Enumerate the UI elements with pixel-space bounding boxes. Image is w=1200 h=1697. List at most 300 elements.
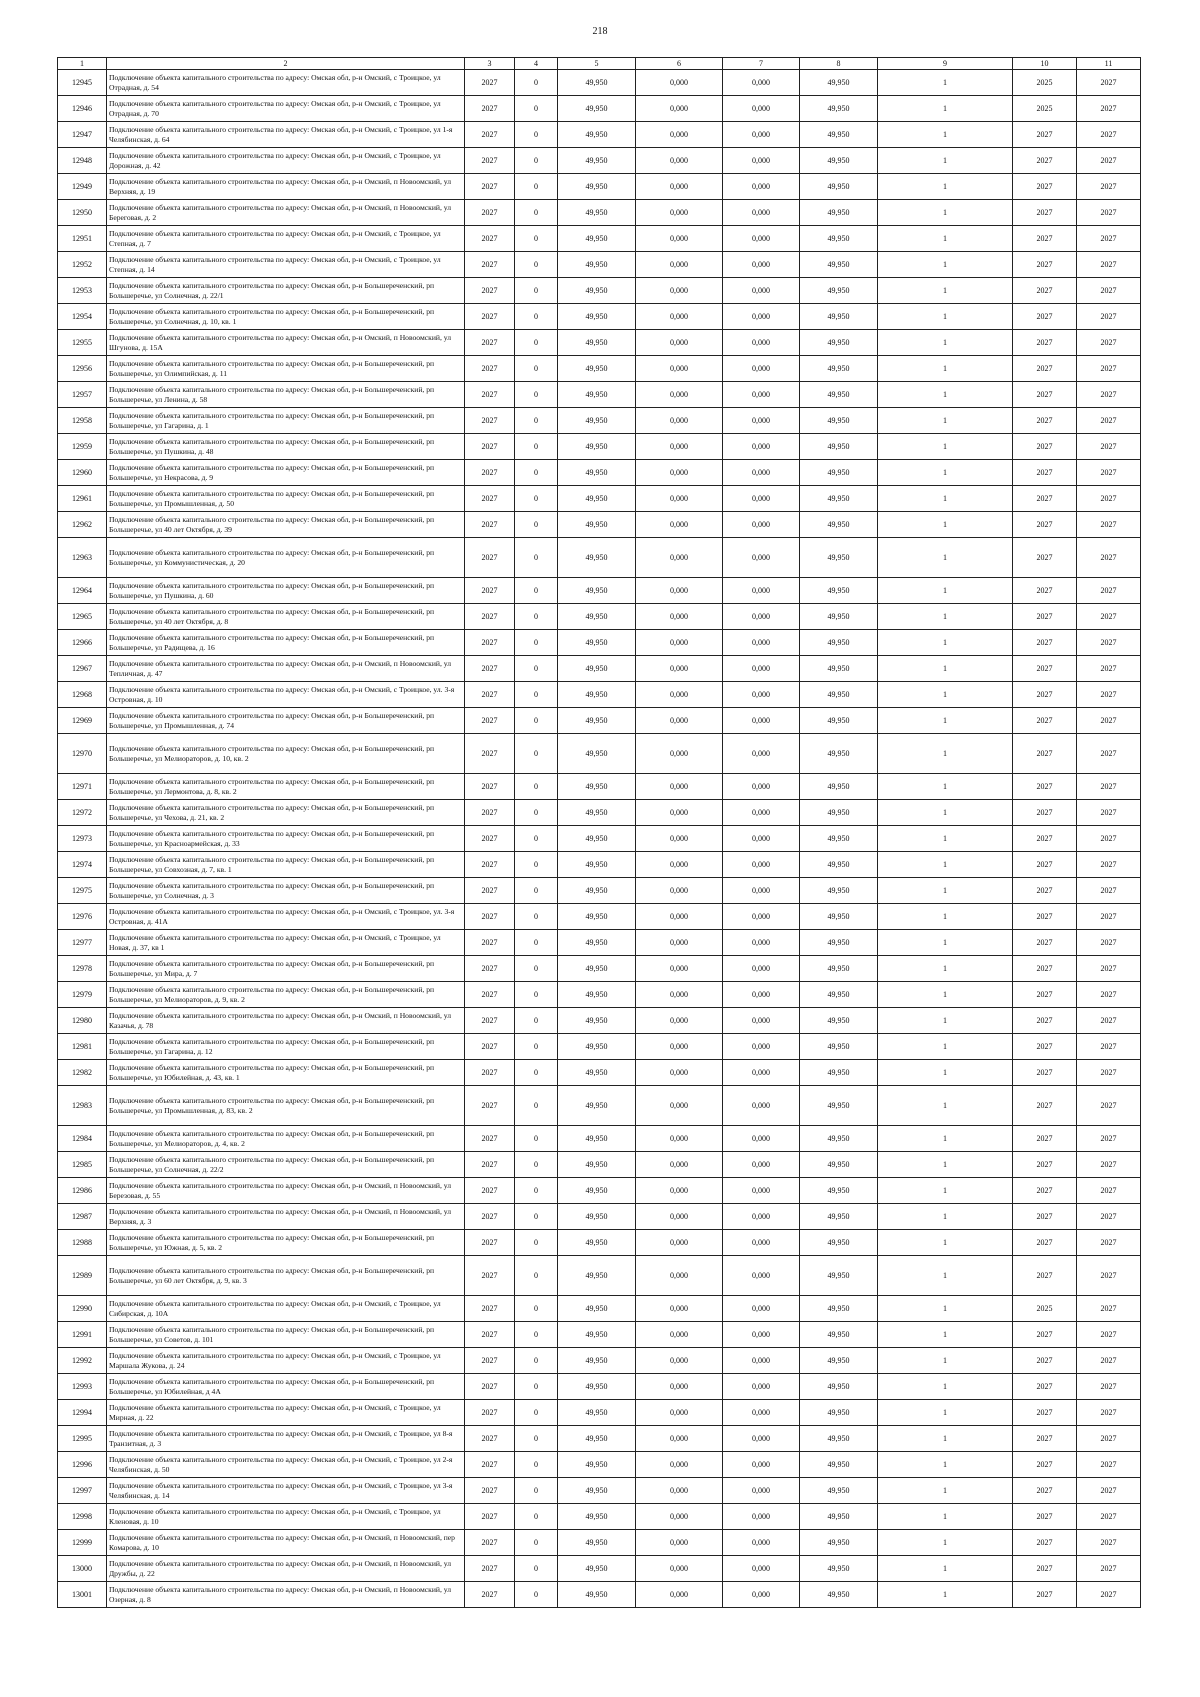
table-row xyxy=(58,774,1141,800)
value-cell-c10: 2027 xyxy=(1013,1582,1077,1608)
value-cell-c5: 49,950 xyxy=(558,1348,636,1374)
value-cell-c4: 0 xyxy=(515,1556,558,1582)
row-number-cell: 12967 xyxy=(58,656,107,682)
description-cell: Подключение объекта капитального строительства по адресу: Омская обл, р-н Большереченский, рп Большеречье, ул Некрасова, д. 9 xyxy=(107,460,465,486)
table-row xyxy=(58,1086,1141,1126)
value-cell-c10: 2027 xyxy=(1013,656,1077,682)
value-cell-c6: 0,000 xyxy=(636,1296,723,1322)
value-cell-c10: 2027 xyxy=(1013,1322,1077,1348)
value-cell-c10: 2027 xyxy=(1013,356,1077,382)
value-cell-c7: 0,000 xyxy=(723,1530,800,1556)
value-cell-c9: 1 xyxy=(878,1152,1013,1178)
value-cell-c10: 2027 xyxy=(1013,1452,1077,1478)
description-cell: Подключение объекта капитального строительства по адресу: Омская обл, р-н Омский, с Троицкое, ул. 3-я Островная, д. 41А xyxy=(107,904,465,930)
value-cell-c8: 49,950 xyxy=(800,1152,878,1178)
value-cell-c4: 0 xyxy=(515,1296,558,1322)
value-cell-c5: 49,950 xyxy=(558,96,636,122)
value-cell-c4: 0 xyxy=(515,1256,558,1296)
value-cell-c11: 2027 xyxy=(1077,122,1141,148)
value-cell-c5: 49,950 xyxy=(558,1322,636,1348)
value-cell-c8: 49,950 xyxy=(800,800,878,826)
value-cell-c6: 0,000 xyxy=(636,122,723,148)
row-number-cell: 12957 xyxy=(58,382,107,408)
value-cell-c6: 0,000 xyxy=(636,1152,723,1178)
value-cell-c11: 2027 xyxy=(1077,930,1141,956)
value-cell-c9: 1 xyxy=(878,304,1013,330)
value-cell-c5: 49,950 xyxy=(558,1426,636,1452)
value-cell-c6: 0,000 xyxy=(636,356,723,382)
value-cell-c9: 1 xyxy=(878,982,1013,1008)
row-number-cell: 13001 xyxy=(58,1582,107,1608)
description-cell: Подключение объекта капитального строительства по адресу: Омская обл, р-н Большереченский, рп Большеречье, ул 40 лет Октября, д. 8 xyxy=(107,604,465,630)
value-cell-c7: 0,000 xyxy=(723,460,800,486)
value-cell-c7: 0,000 xyxy=(723,1478,800,1504)
value-cell-c3: 2027 xyxy=(465,382,515,408)
description-cell: Подключение объекта капитального строительства по адресу: Омская обл, р-н Омский, с Троицкое, ул Отрадная, д. 54 xyxy=(107,70,465,96)
description-cell: Подключение объекта капитального строительства по адресу: Омская обл, р-н Омский, с Троицкое, ул Маршала Жукова, д. 24 xyxy=(107,1348,465,1374)
value-cell-c10: 2027 xyxy=(1013,1060,1077,1086)
value-cell-c3: 2027 xyxy=(465,1296,515,1322)
table-row xyxy=(58,1582,1141,1608)
row-number-cell: 12955 xyxy=(58,330,107,356)
value-cell-c7: 0,000 xyxy=(723,278,800,304)
value-cell-c6: 0,000 xyxy=(636,1034,723,1060)
row-number-cell: 12956 xyxy=(58,356,107,382)
column-header-9: 9 xyxy=(878,58,1013,70)
register-table xyxy=(57,57,1141,1608)
value-cell-c5: 49,950 xyxy=(558,578,636,604)
value-cell-c8: 49,950 xyxy=(800,1374,878,1400)
value-cell-c9: 1 xyxy=(878,538,1013,578)
row-number-cell: 12989 xyxy=(58,1256,107,1296)
value-cell-c5: 49,950 xyxy=(558,800,636,826)
value-cell-c8: 49,950 xyxy=(800,734,878,774)
value-cell-c8: 49,950 xyxy=(800,708,878,734)
value-cell-c11: 2027 xyxy=(1077,538,1141,578)
value-cell-c4: 0 xyxy=(515,1452,558,1478)
table-row xyxy=(58,1478,1141,1504)
value-cell-c11: 2027 xyxy=(1077,656,1141,682)
value-cell-c5: 49,950 xyxy=(558,1126,636,1152)
value-cell-c7: 0,000 xyxy=(723,1504,800,1530)
row-number-cell: 12992 xyxy=(58,1348,107,1374)
value-cell-c11: 2027 xyxy=(1077,278,1141,304)
value-cell-c7: 0,000 xyxy=(723,852,800,878)
value-cell-c8: 49,950 xyxy=(800,1530,878,1556)
value-cell-c11: 2027 xyxy=(1077,512,1141,538)
value-cell-c11: 2027 xyxy=(1077,682,1141,708)
value-cell-c9: 1 xyxy=(878,252,1013,278)
value-cell-c5: 49,950 xyxy=(558,434,636,460)
description-cell: Подключение объекта капитального строительства по адресу: Омская обл, р-н Омский, п Новоомский, ул Дружбы, д. 22 xyxy=(107,1556,465,1582)
value-cell-c10: 2027 xyxy=(1013,578,1077,604)
value-cell-c11: 2027 xyxy=(1077,382,1141,408)
value-cell-c6: 0,000 xyxy=(636,1426,723,1452)
value-cell-c6: 0,000 xyxy=(636,1256,723,1296)
description-cell: Подключение объекта капитального строительства по адресу: Омская обл, р-н Омский, п Новоомский, ул Береговая, д. 2 xyxy=(107,200,465,226)
value-cell-c9: 1 xyxy=(878,278,1013,304)
value-cell-c8: 49,950 xyxy=(800,96,878,122)
table-row xyxy=(58,1530,1141,1556)
value-cell-c11: 2027 xyxy=(1077,826,1141,852)
value-cell-c8: 49,950 xyxy=(800,826,878,852)
column-header-5: 5 xyxy=(558,58,636,70)
value-cell-c11: 2027 xyxy=(1077,878,1141,904)
value-cell-c3: 2027 xyxy=(465,356,515,382)
value-cell-c7: 0,000 xyxy=(723,1060,800,1086)
description-cell: Подключение объекта капитального строительства по адресу: Омская обл, р-н Большереченский, рп Большеречье, ул Гагарина, д. 1 xyxy=(107,408,465,434)
value-cell-c5: 49,950 xyxy=(558,460,636,486)
description-cell: Подключение объекта капитального строительства по адресу: Омская обл, р-н Большереченский, рп Большеречье, ул Промышленная, д. 74 xyxy=(107,708,465,734)
value-cell-c3: 2027 xyxy=(465,1400,515,1426)
value-cell-c9: 1 xyxy=(878,70,1013,96)
value-cell-c9: 1 xyxy=(878,682,1013,708)
value-cell-c5: 49,950 xyxy=(558,1178,636,1204)
description-cell: Подключение объекта капитального строительства по адресу: Омская обл, р-н Омский, п Новоомский, ул Березовая, д. 55 xyxy=(107,1178,465,1204)
value-cell-c10: 2027 xyxy=(1013,1400,1077,1426)
value-cell-c4: 0 xyxy=(515,1400,558,1426)
value-cell-c9: 1 xyxy=(878,512,1013,538)
column-header-11: 11 xyxy=(1077,58,1141,70)
value-cell-c4: 0 xyxy=(515,1478,558,1504)
description-cell: Подключение объекта капитального строительства по адресу: Омская обл, р-н Большереченский, рп Большеречье, ул Пушкина, д. 60 xyxy=(107,578,465,604)
value-cell-c7: 0,000 xyxy=(723,1152,800,1178)
value-cell-c4: 0 xyxy=(515,122,558,148)
table-row xyxy=(58,1256,1141,1296)
value-cell-c9: 1 xyxy=(878,1126,1013,1152)
value-cell-c6: 0,000 xyxy=(636,1060,723,1086)
value-cell-c11: 2027 xyxy=(1077,1296,1141,1322)
row-number-cell: 12968 xyxy=(58,682,107,708)
value-cell-c8: 49,950 xyxy=(800,878,878,904)
value-cell-c7: 0,000 xyxy=(723,1230,800,1256)
value-cell-c10: 2025 xyxy=(1013,1296,1077,1322)
value-cell-c11: 2027 xyxy=(1077,434,1141,460)
value-cell-c11: 2027 xyxy=(1077,1374,1141,1400)
value-cell-c6: 0,000 xyxy=(636,148,723,174)
value-cell-c4: 0 xyxy=(515,956,558,982)
value-cell-c8: 49,950 xyxy=(800,1008,878,1034)
value-cell-c3: 2027 xyxy=(465,538,515,578)
value-cell-c8: 49,950 xyxy=(800,1348,878,1374)
value-cell-c10: 2027 xyxy=(1013,1426,1077,1452)
value-cell-c9: 1 xyxy=(878,356,1013,382)
value-cell-c5: 49,950 xyxy=(558,408,636,434)
table-row xyxy=(58,304,1141,330)
description-cell: Подключение объекта капитального строительства по адресу: Омская обл, р-н Большереченский, рп Большеречье, ул 60 лет Октября, д. 9, кв. 3 xyxy=(107,1256,465,1296)
value-cell-c10: 2027 xyxy=(1013,382,1077,408)
description-cell: Подключение объекта капитального строительства по адресу: Омская обл, р-н Омский, с Троицкое, ул Сибирская, д. 10А xyxy=(107,1296,465,1322)
value-cell-c6: 0,000 xyxy=(636,930,723,956)
value-cell-c10: 2025 xyxy=(1013,70,1077,96)
value-cell-c8: 49,950 xyxy=(800,408,878,434)
value-cell-c11: 2027 xyxy=(1077,486,1141,512)
value-cell-c6: 0,000 xyxy=(636,304,723,330)
value-cell-c5: 49,950 xyxy=(558,1256,636,1296)
value-cell-c3: 2027 xyxy=(465,1504,515,1530)
value-cell-c7: 0,000 xyxy=(723,1322,800,1348)
value-cell-c9: 1 xyxy=(878,956,1013,982)
value-cell-c7: 0,000 xyxy=(723,1556,800,1582)
description-cell: Подключение объекта капитального строительства по адресу: Омская обл, р-н Большереченский, рп Большеречье, ул Олимпийская, д. 11 xyxy=(107,356,465,382)
value-cell-c9: 1 xyxy=(878,200,1013,226)
value-cell-c8: 49,950 xyxy=(800,1582,878,1608)
value-cell-c6: 0,000 xyxy=(636,1008,723,1034)
table-row xyxy=(58,956,1141,982)
value-cell-c6: 0,000 xyxy=(636,800,723,826)
value-cell-c5: 49,950 xyxy=(558,538,636,578)
value-cell-c8: 49,950 xyxy=(800,956,878,982)
description-cell: Подключение объекта капитального строительства по адресу: Омская обл, р-н Омский, п Новоомский, пер Комарова, д. 10 xyxy=(107,1530,465,1556)
row-number-cell: 12947 xyxy=(58,122,107,148)
value-cell-c8: 49,950 xyxy=(800,604,878,630)
value-cell-c6: 0,000 xyxy=(636,852,723,878)
value-cell-c3: 2027 xyxy=(465,708,515,734)
value-cell-c7: 0,000 xyxy=(723,252,800,278)
description-cell: Подключение объекта капитального строительства по адресу: Омская обл, р-н Омский, п Новоомский, ул Казачья, д. 78 xyxy=(107,1008,465,1034)
value-cell-c4: 0 xyxy=(515,356,558,382)
value-cell-c3: 2027 xyxy=(465,1530,515,1556)
row-number-cell: 12971 xyxy=(58,774,107,800)
row-number-cell: 12953 xyxy=(58,278,107,304)
row-number-cell: 12972 xyxy=(58,800,107,826)
row-number-cell: 12961 xyxy=(58,486,107,512)
value-cell-c3: 2027 xyxy=(465,852,515,878)
value-cell-c11: 2027 xyxy=(1077,1452,1141,1478)
value-cell-c10: 2027 xyxy=(1013,252,1077,278)
value-cell-c7: 0,000 xyxy=(723,174,800,200)
value-cell-c8: 49,950 xyxy=(800,330,878,356)
value-cell-c10: 2027 xyxy=(1013,278,1077,304)
value-cell-c6: 0,000 xyxy=(636,1126,723,1152)
row-number-cell: 12991 xyxy=(58,1322,107,1348)
table-row xyxy=(58,1374,1141,1400)
value-cell-c7: 0,000 xyxy=(723,1204,800,1230)
value-cell-c9: 1 xyxy=(878,1034,1013,1060)
value-cell-c10: 2027 xyxy=(1013,982,1077,1008)
value-cell-c8: 49,950 xyxy=(800,70,878,96)
value-cell-c7: 0,000 xyxy=(723,682,800,708)
row-number-cell: 12997 xyxy=(58,1478,107,1504)
value-cell-c4: 0 xyxy=(515,1034,558,1060)
table-row xyxy=(58,578,1141,604)
value-cell-c10: 2027 xyxy=(1013,122,1077,148)
value-cell-c9: 1 xyxy=(878,630,1013,656)
value-cell-c8: 49,950 xyxy=(800,578,878,604)
column-header-7: 7 xyxy=(723,58,800,70)
table-row xyxy=(58,1556,1141,1582)
value-cell-c11: 2027 xyxy=(1077,1582,1141,1608)
value-cell-c10: 2027 xyxy=(1013,904,1077,930)
value-cell-c4: 0 xyxy=(515,878,558,904)
value-cell-c4: 0 xyxy=(515,734,558,774)
value-cell-c11: 2027 xyxy=(1077,1086,1141,1126)
value-cell-c7: 0,000 xyxy=(723,1126,800,1152)
value-cell-c8: 49,950 xyxy=(800,278,878,304)
value-cell-c7: 0,000 xyxy=(723,148,800,174)
value-cell-c10: 2025 xyxy=(1013,96,1077,122)
table-row xyxy=(58,734,1141,774)
value-cell-c4: 0 xyxy=(515,578,558,604)
column-header-10: 10 xyxy=(1013,58,1077,70)
row-number-cell: 12950 xyxy=(58,200,107,226)
value-cell-c11: 2027 xyxy=(1077,252,1141,278)
value-cell-c5: 49,950 xyxy=(558,774,636,800)
value-cell-c11: 2027 xyxy=(1077,1504,1141,1530)
value-cell-c10: 2027 xyxy=(1013,1374,1077,1400)
table-row xyxy=(58,1126,1141,1152)
value-cell-c9: 1 xyxy=(878,1530,1013,1556)
value-cell-c11: 2027 xyxy=(1077,1256,1141,1296)
table-row xyxy=(58,148,1141,174)
column-header-1: 1 xyxy=(58,58,107,70)
value-cell-c5: 49,950 xyxy=(558,656,636,682)
value-cell-c10: 2027 xyxy=(1013,1126,1077,1152)
value-cell-c9: 1 xyxy=(878,800,1013,826)
value-cell-c5: 49,950 xyxy=(558,1034,636,1060)
value-cell-c9: 1 xyxy=(878,148,1013,174)
description-cell: Подключение объекта капитального строительства по адресу: Омская обл, р-н Большереченский, рп Большеречье, ул Гагарина, д. 12 xyxy=(107,1034,465,1060)
value-cell-c9: 1 xyxy=(878,122,1013,148)
value-cell-c4: 0 xyxy=(515,278,558,304)
value-cell-c4: 0 xyxy=(515,1348,558,1374)
value-cell-c9: 1 xyxy=(878,1060,1013,1086)
value-cell-c8: 49,950 xyxy=(800,630,878,656)
value-cell-c3: 2027 xyxy=(465,226,515,252)
value-cell-c8: 49,950 xyxy=(800,1060,878,1086)
value-cell-c6: 0,000 xyxy=(636,1230,723,1256)
value-cell-c9: 1 xyxy=(878,656,1013,682)
value-cell-c9: 1 xyxy=(878,1400,1013,1426)
value-cell-c4: 0 xyxy=(515,852,558,878)
value-cell-c3: 2027 xyxy=(465,174,515,200)
value-cell-c6: 0,000 xyxy=(636,1478,723,1504)
row-number-cell: 12988 xyxy=(58,1230,107,1256)
value-cell-c9: 1 xyxy=(878,174,1013,200)
description-cell: Подключение объекта капитального строительства по адресу: Омская обл, р-н Омский, п Новоомский, ул Верхняя, д. 19 xyxy=(107,174,465,200)
value-cell-c10: 2027 xyxy=(1013,1204,1077,1230)
value-cell-c7: 0,000 xyxy=(723,656,800,682)
value-cell-c7: 0,000 xyxy=(723,1178,800,1204)
value-cell-c7: 0,000 xyxy=(723,1348,800,1374)
value-cell-c7: 0,000 xyxy=(723,708,800,734)
description-cell: Подключение объекта капитального строительства по адресу: Омская обл, р-н Омский, с Троицкое, ул Новая, д. 37, кв 1 xyxy=(107,930,465,956)
table-row xyxy=(58,982,1141,1008)
value-cell-c8: 49,950 xyxy=(800,1178,878,1204)
description-cell: Подключение объекта капитального строительства по адресу: Омская обл, р-н Омский, с Троицкое, ул Степная, д. 14 xyxy=(107,252,465,278)
table-row xyxy=(58,1152,1141,1178)
value-cell-c10: 2027 xyxy=(1013,956,1077,982)
value-cell-c8: 49,950 xyxy=(800,1296,878,1322)
value-cell-c3: 2027 xyxy=(465,486,515,512)
value-cell-c6: 0,000 xyxy=(636,1348,723,1374)
value-cell-c4: 0 xyxy=(515,630,558,656)
value-cell-c5: 49,950 xyxy=(558,1230,636,1256)
value-cell-c8: 49,950 xyxy=(800,1230,878,1256)
table-row xyxy=(58,1452,1141,1478)
description-cell: Подключение объекта капитального строительства по адресу: Омская обл, р-н Большереченский, рп Большеречье, ул Солнечная, д. 22/1 xyxy=(107,278,465,304)
value-cell-c8: 49,950 xyxy=(800,174,878,200)
value-cell-c10: 2027 xyxy=(1013,1034,1077,1060)
value-cell-c6: 0,000 xyxy=(636,460,723,486)
value-cell-c4: 0 xyxy=(515,1126,558,1152)
description-cell: Подключение объекта капитального строительства по адресу: Омская обл, р-н Большереченский, рп Большеречье, ул Солнечная, д. 3 xyxy=(107,878,465,904)
value-cell-c6: 0,000 xyxy=(636,904,723,930)
row-number-cell: 12954 xyxy=(58,304,107,330)
value-cell-c10: 2027 xyxy=(1013,1556,1077,1582)
value-cell-c4: 0 xyxy=(515,200,558,226)
value-cell-c9: 1 xyxy=(878,408,1013,434)
value-cell-c5: 49,950 xyxy=(558,486,636,512)
value-cell-c7: 0,000 xyxy=(723,630,800,656)
value-cell-c4: 0 xyxy=(515,604,558,630)
row-number-cell: 12995 xyxy=(58,1426,107,1452)
value-cell-c5: 49,950 xyxy=(558,70,636,96)
value-cell-c7: 0,000 xyxy=(723,982,800,1008)
value-cell-c3: 2027 xyxy=(465,1322,515,1348)
row-number-cell: 12980 xyxy=(58,1008,107,1034)
value-cell-c7: 0,000 xyxy=(723,1452,800,1478)
value-cell-c6: 0,000 xyxy=(636,604,723,630)
value-cell-c6: 0,000 xyxy=(636,434,723,460)
table-row xyxy=(58,512,1141,538)
row-number-cell: 12948 xyxy=(58,148,107,174)
table-row xyxy=(58,1348,1141,1374)
column-header-2: 2 xyxy=(107,58,465,70)
value-cell-c9: 1 xyxy=(878,1582,1013,1608)
value-cell-c11: 2027 xyxy=(1077,1230,1141,1256)
value-cell-c8: 49,950 xyxy=(800,1504,878,1530)
value-cell-c11: 2027 xyxy=(1077,1400,1141,1426)
value-cell-c5: 49,950 xyxy=(558,1400,636,1426)
value-cell-c10: 2027 xyxy=(1013,148,1077,174)
value-cell-c5: 49,950 xyxy=(558,826,636,852)
value-cell-c7: 0,000 xyxy=(723,1582,800,1608)
table-row xyxy=(58,1400,1141,1426)
value-cell-c3: 2027 xyxy=(465,1256,515,1296)
value-cell-c11: 2027 xyxy=(1077,356,1141,382)
table-row xyxy=(58,1178,1141,1204)
value-cell-c10: 2027 xyxy=(1013,1230,1077,1256)
value-cell-c3: 2027 xyxy=(465,96,515,122)
value-cell-c4: 0 xyxy=(515,930,558,956)
value-cell-c9: 1 xyxy=(878,1296,1013,1322)
value-cell-c6: 0,000 xyxy=(636,1582,723,1608)
value-cell-c7: 0,000 xyxy=(723,1374,800,1400)
description-cell: Подключение объекта капитального строительства по адресу: Омская обл, р-н Омский, с Троицкое, ул Отрадная, д. 70 xyxy=(107,96,465,122)
value-cell-c9: 1 xyxy=(878,604,1013,630)
value-cell-c3: 2027 xyxy=(465,1478,515,1504)
row-number-cell: 12965 xyxy=(58,604,107,630)
value-cell-c4: 0 xyxy=(515,486,558,512)
value-cell-c3: 2027 xyxy=(465,1582,515,1608)
value-cell-c10: 2027 xyxy=(1013,174,1077,200)
value-cell-c6: 0,000 xyxy=(636,200,723,226)
row-number-cell: 12962 xyxy=(58,512,107,538)
value-cell-c6: 0,000 xyxy=(636,982,723,1008)
value-cell-c11: 2027 xyxy=(1077,330,1141,356)
value-cell-c7: 0,000 xyxy=(723,486,800,512)
value-cell-c6: 0,000 xyxy=(636,826,723,852)
table-row xyxy=(58,200,1141,226)
value-cell-c5: 49,950 xyxy=(558,122,636,148)
value-cell-c5: 49,950 xyxy=(558,1152,636,1178)
value-cell-c5: 49,950 xyxy=(558,1086,636,1126)
value-cell-c6: 0,000 xyxy=(636,878,723,904)
value-cell-c10: 2027 xyxy=(1013,226,1077,252)
row-number-cell: 12978 xyxy=(58,956,107,982)
description-cell: Подключение объекта капитального строительства по адресу: Омская обл, р-н Омский, п Новоомский, ул Верхняя, д. 3 xyxy=(107,1204,465,1230)
